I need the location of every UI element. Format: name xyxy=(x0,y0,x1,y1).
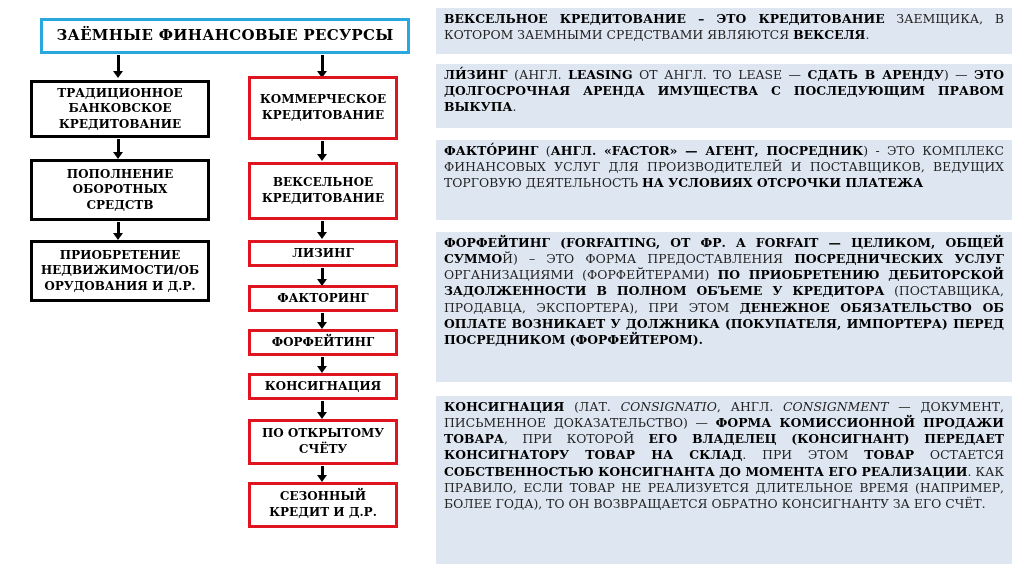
right-box-open-account: ПО ОТКРЫТОМУ СЧЁТУ xyxy=(248,419,398,465)
arrow-right-5 xyxy=(321,357,324,367)
bill-lending-text: ЗАЕМЩИКА, В КОТОРОМ ЗАЕМНЫМИ СРЕДСТВАМИ ЯВЛЯЮТСЯ xyxy=(444,11,1004,43)
left-box-traditional-lending: ТРАДИЦИОННОЕ БАНКОВСКОЕ КРЕДИТОВАНИЕ xyxy=(30,80,210,138)
consignment-text-4: , ПРИ КОТОРОЙ xyxy=(504,431,649,447)
arrow-left-1 xyxy=(117,139,120,153)
arrow-title-to-commercial xyxy=(321,55,324,72)
forfaiting-obligation: ДЕНЕЖНОЕ ОБЯЗАТЕЛЬСТВО ОБ ОПЛАТЕ ВОЗНИКАЕТ У ДОЛЖНИКА (ПОКУПАТЕЛЯ, ИМПОРТЕРА) ПЕРЕД ПОСРЕДНИКОМ (ФОРФЕЙТЕРОМ). xyxy=(444,299,1004,347)
diagram-title: ЗАЁМНЫЕ ФИНАНСОВЫЕ РЕСУРСЫ xyxy=(40,18,410,54)
forfaiting-text-1: Й) – ЭТО ФОРМА ПРЕДОСТАВЛЕНИЯ xyxy=(502,251,795,267)
arrow-right-1 xyxy=(321,141,324,155)
right-box-seasonal-credit: СЕЗОННЫЙ КРЕДИТ И Д.Р. xyxy=(248,482,398,528)
bill-lending-bills: ВЕКСЕЛЯ xyxy=(793,27,866,43)
leasing-text-2: ОТ АНГЛ. TO LEASE — xyxy=(632,67,808,82)
bill-lending-end: . xyxy=(865,27,870,43)
arrow-right-2 xyxy=(321,221,324,233)
factoring-text-2: ) - ЭТО КОМПЛЕКС ФИНАНСОВЫХ УСЛУГ ДЛЯ ПРОИЗВОДИТЕЛЕЙ И ПОСТАВЩИКОВ, ВЕДУЩИХ ТОРГОВУЮ ДЕЯТЕЛЬНОСТЬ xyxy=(444,143,1004,191)
factoring-text-1: ( xyxy=(538,143,551,158)
consignment-owner: ЕГО ВЛАДЕЛЕЦ (КОНСИГНАНТ) ПЕРЕДАЕТ КОНСИГНАТОРУ ТОВАР НА СКЛАД xyxy=(444,431,1004,463)
forfaiting-services: ПОСРЕДНИЧЕСКИХ УСЛУГ xyxy=(794,251,1004,267)
leasing-end: . xyxy=(512,99,517,115)
consignment-goods: ТОВАР xyxy=(864,447,915,463)
consignment-text-2: , АНГЛ. xyxy=(716,399,784,414)
consignment-property: СОБСТВЕННОСТЬЮ КОНСИГНАНТА ДО МОМЕНТА ЕГО РЕАЛИЗАЦИИ xyxy=(444,463,968,479)
leasing-text-1: (АНГЛ. xyxy=(507,67,569,82)
left-box-real-estate: ПРИОБРЕТЕНИЕ НЕДВИЖИМОСТИ/ОБ ОРУДОВАНИЯ И Д.Р. xyxy=(30,240,210,302)
forfaiting-term: ФОРФЕЙТИНГ (FORFAITING, ОТ ФР. A FORFAIT — ЦЕЛИКОМ, ОБЩЕЙ СУММО xyxy=(444,235,1004,267)
left-box-working-capital: ПОПОЛНЕНИЕ ОБОРОТНЫХ СРЕДСТВ xyxy=(30,159,210,221)
arrow-right-6 xyxy=(321,401,324,413)
factoring-deferred: НА УСЛОВИЯХ ОТСРОЧКИ ПЛАТЕЖА xyxy=(642,175,924,191)
right-box-bill-lending: ВЕКСЕЛЬНОЕ КРЕДИТОВАНИЕ xyxy=(248,162,398,220)
consignment-term: КОНСИГНАЦИЯ xyxy=(444,399,565,414)
right-box-consignment: КОНСИГНАЦИЯ xyxy=(248,373,398,400)
arrow-right-7 xyxy=(321,466,324,476)
forfaiting-text-2: ОРГАНИЗАЦИЯМИ (ФОРФЕЙТЕРАМИ) xyxy=(444,267,718,283)
right-box-forfaiting: ФОРФЕЙТИНГ xyxy=(248,329,398,356)
arrow-left-2 xyxy=(117,222,120,234)
consignment-text-6: ОСТАЕТСЯ xyxy=(914,447,1004,463)
arrow-right-4 xyxy=(321,313,324,323)
arrow-right-3 xyxy=(321,268,324,280)
arrow-title-to-traditional xyxy=(117,55,120,72)
bill-lending-term: ВЕКСЕЛЬНОЕ КРЕДИТОВАНИЕ – ЭТО КРЕДИТОВАНИЕ xyxy=(444,11,885,26)
leasing-term: ЛИ́ЗИНГ xyxy=(444,67,508,82)
factoring-origin: АНГЛ. «FACTOR» — АГЕНТ, ПОСРЕДНИК xyxy=(550,143,864,158)
leasing-text-3: ) — xyxy=(943,67,975,82)
consignment-text-3: — ДОКУМЕНТ, ПИСЬМЕННОЕ ДОКАЗАТЕЛЬСТВО) — xyxy=(444,399,1004,431)
leasing-english: LEASING xyxy=(568,67,633,82)
consignment-latin: CONSIGNATIO xyxy=(620,399,717,414)
factoring-term: ФАКТО́РИНГ xyxy=(444,143,539,158)
definition-factoring xyxy=(436,140,1012,220)
right-box-factoring: ФАКТОРИНГ xyxy=(248,285,398,312)
definition-consignment xyxy=(436,396,1012,564)
consignment-english: CONSIGNMENT xyxy=(783,399,889,414)
leasing-rent: СДАТЬ В АРЕНДУ xyxy=(807,67,944,82)
consignment-text-5: . ПРИ ЭТОМ xyxy=(742,447,865,463)
forfaiting-acquisition: ПО ПРИОБРЕТЕНИЮ ДЕБИТОРСКОЙ ЗАДОЛЖЕННОСТИ В ПОЛНОМ ОБЪЕМЕ У КРЕДИТОРА xyxy=(444,267,1004,299)
forfaiting-text-3: (ПОСТАВЩИКА, ПРОДАВЦА, ЭКСПОРТЕРА), ПРИ ЭТОМ xyxy=(444,283,1004,315)
consignment-form: ФОРМА КОМИССИОННОЙ ПРОДАЖИ ТОВАРА xyxy=(444,415,1005,447)
right-box-leasing: ЛИЗИНГ xyxy=(248,240,398,267)
consignment-text-1: (ЛАТ. xyxy=(564,399,621,414)
definition-leasing xyxy=(436,64,1012,128)
definition-bill-lending xyxy=(436,8,1012,54)
leasing-definition: ЭТО ДОЛГОСРОЧНАЯ АРЕНДА ИМУЩЕСТВА С ПОСЛЕДУЮЩИМ ПРАВОМ ВЫКУПА xyxy=(444,67,1004,115)
consignment-text-7: . КАК ПРАВИЛО, ЕСЛИ ТОВАР НЕ РЕАЛИЗУЕТСЯ ДЛИТЕЛЬНОЕ ВРЕМЯ (НАПРИМЕР, БОЛЕЕ ГОДА), ТО ОН ВОЗВРАЩАЕТСЯ ОБРАТНО КОНСИГНАНТУ ЗА ЕГО СЧЁТ. xyxy=(444,463,1004,511)
right-box-commercial-lending: КОММЕРЧЕСКОЕ КРЕДИТОВАНИЕ xyxy=(248,76,398,140)
definition-forfaiting xyxy=(436,232,1012,382)
